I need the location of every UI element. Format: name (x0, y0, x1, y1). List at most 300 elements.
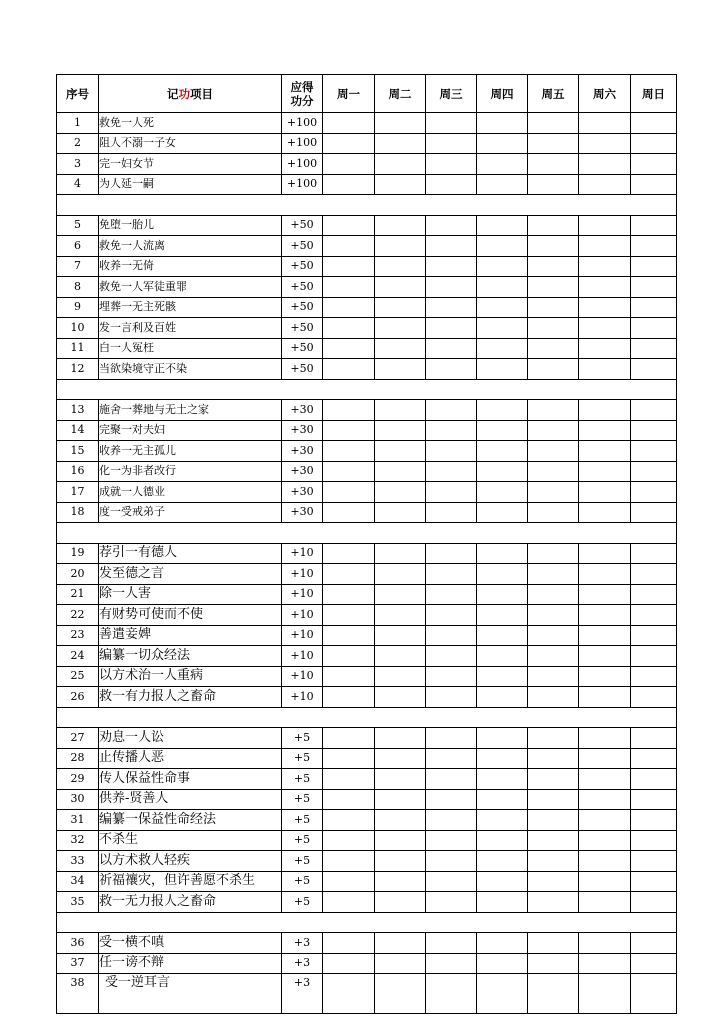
day-cell[interactable] (426, 605, 477, 626)
day-cell[interactable] (579, 133, 631, 154)
day-cell[interactable] (579, 584, 631, 605)
day-cell[interactable] (426, 687, 477, 708)
row-score: +5 (282, 810, 323, 831)
day-cell[interactable] (426, 974, 477, 1014)
day-cell[interactable] (323, 154, 375, 175)
day-cell[interactable] (375, 892, 426, 913)
day-cell[interactable] (528, 543, 579, 564)
day-cell[interactable] (426, 215, 477, 236)
header-fri: 周五 (528, 75, 579, 113)
day-cell[interactable] (579, 892, 631, 913)
day-cell[interactable] (579, 441, 631, 462)
day-cell[interactable] (426, 748, 477, 769)
day-cell[interactable] (631, 646, 677, 667)
day-cell[interactable] (323, 748, 375, 769)
day-cell[interactable] (426, 502, 477, 523)
day-cell[interactable] (323, 892, 375, 913)
day-cell[interactable] (323, 584, 375, 605)
table-row (57, 461, 677, 482)
day-cell[interactable] (631, 851, 677, 872)
day-cell[interactable] (375, 728, 426, 749)
day-cell[interactable] (426, 277, 477, 298)
day-cell[interactable] (631, 728, 677, 749)
day-cell[interactable] (579, 789, 631, 810)
day-cell[interactable] (323, 400, 375, 421)
day-cell[interactable] (323, 359, 375, 380)
day-cell[interactable] (323, 769, 375, 790)
day-cell[interactable] (528, 277, 579, 298)
table-row (57, 687, 677, 708)
day-cell[interactable] (528, 482, 579, 503)
day-cell[interactable] (528, 625, 579, 646)
day-cell[interactable] (631, 215, 677, 236)
day-cell[interactable] (426, 892, 477, 913)
day-cell[interactable] (579, 748, 631, 769)
day-cell[interactable] (631, 236, 677, 257)
day-cell[interactable] (426, 933, 477, 954)
day-cell[interactable] (631, 461, 677, 482)
day-cell[interactable] (631, 502, 677, 523)
day-cell[interactable] (579, 400, 631, 421)
day-cell[interactable] (631, 625, 677, 646)
day-cell[interactable] (579, 953, 631, 974)
day-cell[interactable] (579, 277, 631, 298)
day-cell[interactable] (477, 318, 528, 339)
day-cell[interactable] (579, 359, 631, 380)
day-cell[interactable] (375, 748, 426, 769)
day-cell[interactable] (375, 687, 426, 708)
day-cell[interactable] (477, 646, 528, 667)
day-cell[interactable] (477, 810, 528, 831)
day-cell[interactable] (579, 605, 631, 626)
day-cell[interactable] (579, 933, 631, 954)
day-cell[interactable] (477, 605, 528, 626)
day-cell[interactable] (528, 789, 579, 810)
day-cell[interactable] (375, 974, 426, 1014)
day-cell[interactable] (631, 338, 677, 359)
row-item: 救免一人流离 (99, 236, 282, 257)
day-cell[interactable] (528, 256, 579, 277)
day-cell[interactable] (426, 666, 477, 687)
day-cell[interactable] (579, 728, 631, 749)
header-wed: 周三 (426, 75, 477, 113)
day-cell[interactable] (426, 420, 477, 441)
day-cell[interactable] (477, 441, 528, 462)
day-cell[interactable] (375, 871, 426, 892)
day-cell[interactable] (375, 277, 426, 298)
day-cell[interactable] (375, 564, 426, 585)
day-cell[interactable] (375, 256, 426, 277)
day-cell[interactable] (528, 441, 579, 462)
table-row (57, 748, 677, 769)
day-cell[interactable] (323, 728, 375, 749)
day-cell[interactable] (528, 502, 579, 523)
day-cell[interactable] (477, 851, 528, 872)
row-number: 38 (57, 974, 99, 1014)
day-cell[interactable] (631, 113, 677, 134)
row-number: 5 (57, 215, 99, 236)
day-cell[interactable] (375, 174, 426, 195)
day-cell[interactable] (528, 400, 579, 421)
day-cell[interactable] (375, 113, 426, 134)
row-number: 16 (57, 461, 99, 482)
day-cell[interactable] (375, 830, 426, 851)
row-score: +50 (282, 236, 323, 257)
row-item: 收养一无倚 (99, 256, 282, 277)
day-cell[interactable] (375, 338, 426, 359)
day-cell[interactable] (631, 933, 677, 954)
day-cell[interactable] (477, 277, 528, 298)
day-cell[interactable] (323, 953, 375, 974)
day-cell[interactable] (477, 256, 528, 277)
day-cell[interactable] (528, 871, 579, 892)
day-cell[interactable] (477, 564, 528, 585)
day-cell[interactable] (375, 666, 426, 687)
day-cell[interactable] (426, 810, 477, 831)
day-cell[interactable] (579, 236, 631, 257)
day-cell[interactable] (631, 687, 677, 708)
row-number: 22 (57, 605, 99, 626)
day-cell[interactable] (323, 236, 375, 257)
table-row (57, 564, 677, 585)
day-cell[interactable] (528, 769, 579, 790)
day-cell[interactable] (375, 236, 426, 257)
day-cell[interactable] (477, 133, 528, 154)
day-cell[interactable] (631, 830, 677, 851)
day-cell[interactable] (323, 277, 375, 298)
day-cell[interactable] (375, 482, 426, 503)
row-number: 3 (57, 154, 99, 175)
day-cell[interactable] (323, 851, 375, 872)
day-cell[interactable] (477, 502, 528, 523)
day-cell[interactable] (426, 113, 477, 134)
day-cell[interactable] (631, 359, 677, 380)
day-cell[interactable] (477, 338, 528, 359)
day-cell[interactable] (323, 420, 375, 441)
day-cell[interactable] (579, 646, 631, 667)
day-cell[interactable] (528, 953, 579, 974)
day-cell[interactable] (375, 543, 426, 564)
day-cell[interactable] (375, 502, 426, 523)
day-cell[interactable] (528, 605, 579, 626)
day-cell[interactable] (426, 133, 477, 154)
day-cell[interactable] (375, 420, 426, 441)
day-cell[interactable] (323, 830, 375, 851)
day-cell[interactable] (579, 318, 631, 339)
day-cell[interactable] (477, 871, 528, 892)
day-cell[interactable] (579, 810, 631, 831)
day-cell[interactable] (631, 420, 677, 441)
day-cell[interactable] (631, 400, 677, 421)
day-cell[interactable] (375, 953, 426, 974)
day-cell[interactable] (323, 502, 375, 523)
day-cell[interactable] (375, 359, 426, 380)
day-cell[interactable] (528, 297, 579, 318)
day-cell[interactable] (631, 892, 677, 913)
day-cell[interactable] (579, 154, 631, 175)
day-cell[interactable] (375, 769, 426, 790)
day-cell[interactable] (528, 236, 579, 257)
day-cell[interactable] (477, 461, 528, 482)
day-cell[interactable] (631, 810, 677, 831)
day-cell[interactable] (323, 543, 375, 564)
day-cell[interactable] (477, 830, 528, 851)
day-cell[interactable] (579, 687, 631, 708)
table-row (57, 851, 677, 872)
day-cell[interactable] (375, 154, 426, 175)
day-cell[interactable] (426, 625, 477, 646)
day-cell[interactable] (375, 133, 426, 154)
day-cell[interactable] (631, 133, 677, 154)
day-cell[interactable] (375, 851, 426, 872)
day-cell[interactable] (426, 400, 477, 421)
day-cell[interactable] (528, 728, 579, 749)
day-cell[interactable] (528, 338, 579, 359)
row-item: 善遣妾婢 (99, 625, 282, 646)
day-cell[interactable] (375, 933, 426, 954)
day-cell[interactable] (375, 441, 426, 462)
day-cell[interactable] (631, 256, 677, 277)
day-cell[interactable] (323, 666, 375, 687)
day-cell[interactable] (477, 748, 528, 769)
day-cell[interactable] (477, 892, 528, 913)
day-cell[interactable] (579, 769, 631, 790)
day-cell[interactable] (477, 769, 528, 790)
day-cell[interactable] (323, 297, 375, 318)
day-cell[interactable] (631, 564, 677, 585)
day-cell[interactable] (528, 154, 579, 175)
day-cell[interactable] (477, 420, 528, 441)
day-cell[interactable] (426, 728, 477, 749)
day-cell[interactable] (323, 461, 375, 482)
day-cell[interactable] (323, 933, 375, 954)
day-cell[interactable] (375, 215, 426, 236)
day-cell[interactable] (528, 564, 579, 585)
day-cell[interactable] (426, 646, 477, 667)
day-cell[interactable] (426, 871, 477, 892)
day-cell[interactable] (631, 769, 677, 790)
day-cell[interactable] (323, 974, 375, 1014)
day-cell[interactable] (631, 789, 677, 810)
day-cell[interactable] (323, 133, 375, 154)
day-cell[interactable] (579, 113, 631, 134)
day-cell[interactable] (426, 584, 477, 605)
day-cell[interactable] (631, 584, 677, 605)
day-cell[interactable] (323, 564, 375, 585)
day-cell[interactable] (477, 543, 528, 564)
day-cell[interactable] (426, 953, 477, 974)
day-cell[interactable] (528, 892, 579, 913)
day-cell[interactable] (477, 215, 528, 236)
day-cell[interactable] (528, 851, 579, 872)
day-cell[interactable] (426, 830, 477, 851)
day-cell[interactable] (579, 297, 631, 318)
day-cell[interactable] (323, 482, 375, 503)
day-cell[interactable] (323, 871, 375, 892)
day-cell[interactable] (477, 236, 528, 257)
day-cell[interactable] (528, 748, 579, 769)
day-cell[interactable] (579, 543, 631, 564)
day-cell[interactable] (323, 810, 375, 831)
day-cell[interactable] (631, 974, 677, 1014)
day-cell[interactable] (631, 154, 677, 175)
day-cell[interactable] (426, 789, 477, 810)
day-cell[interactable] (631, 666, 677, 687)
day-cell[interactable] (631, 543, 677, 564)
day-cell[interactable] (426, 769, 477, 790)
day-cell[interactable] (426, 256, 477, 277)
day-cell[interactable] (375, 789, 426, 810)
day-cell[interactable] (579, 502, 631, 523)
day-cell[interactable] (631, 482, 677, 503)
row-number: 2 (57, 133, 99, 154)
day-cell[interactable] (426, 543, 477, 564)
row-item: 以方术救人轻疾 (99, 851, 282, 872)
day-cell[interactable] (579, 461, 631, 482)
day-cell[interactable] (375, 625, 426, 646)
table-row (57, 502, 677, 523)
header-score-line2: 功分 (290, 93, 314, 108)
row-score: +10 (282, 687, 323, 708)
day-cell[interactable] (579, 256, 631, 277)
row-item: 止传播人恶 (99, 748, 282, 769)
day-cell[interactable] (323, 789, 375, 810)
day-cell[interactable] (528, 974, 579, 1014)
day-cell[interactable] (477, 359, 528, 380)
day-cell[interactable] (477, 482, 528, 503)
day-cell[interactable] (426, 154, 477, 175)
day-cell[interactable] (375, 810, 426, 831)
row-item: 收养一无主孤儿 (99, 441, 282, 462)
day-cell[interactable] (375, 584, 426, 605)
day-cell[interactable] (528, 830, 579, 851)
day-cell[interactable] (426, 318, 477, 339)
day-cell[interactable] (426, 482, 477, 503)
day-cell[interactable] (323, 256, 375, 277)
day-cell[interactable] (528, 359, 579, 380)
day-cell[interactable] (631, 174, 677, 195)
day-cell[interactable] (426, 441, 477, 462)
day-cell[interactable] (426, 461, 477, 482)
day-cell[interactable] (631, 441, 677, 462)
day-cell[interactable] (323, 605, 375, 626)
day-cell[interactable] (477, 687, 528, 708)
day-cell[interactable] (477, 974, 528, 1014)
day-cell[interactable] (375, 318, 426, 339)
day-cell[interactable] (528, 646, 579, 667)
day-cell[interactable] (631, 318, 677, 339)
day-cell[interactable] (528, 461, 579, 482)
day-cell[interactable] (579, 482, 631, 503)
day-cell[interactable] (477, 933, 528, 954)
day-cell[interactable] (579, 420, 631, 441)
row-score: +5 (282, 851, 323, 872)
day-cell[interactable] (631, 871, 677, 892)
day-cell[interactable] (477, 297, 528, 318)
day-cell[interactable] (375, 400, 426, 421)
day-cell[interactable] (426, 338, 477, 359)
day-cell[interactable] (528, 666, 579, 687)
table-row (57, 400, 677, 421)
day-cell[interactable] (528, 933, 579, 954)
day-cell[interactable] (579, 871, 631, 892)
day-cell[interactable] (477, 666, 528, 687)
day-cell[interactable] (477, 154, 528, 175)
day-cell[interactable] (631, 748, 677, 769)
row-score: +30 (282, 420, 323, 441)
day-cell[interactable] (375, 461, 426, 482)
day-cell[interactable] (477, 953, 528, 974)
day-cell[interactable] (323, 338, 375, 359)
day-cell[interactable] (631, 953, 677, 974)
day-cell[interactable] (477, 400, 528, 421)
day-cell[interactable] (323, 687, 375, 708)
table-row (57, 892, 677, 913)
day-cell[interactable] (528, 215, 579, 236)
day-cell[interactable] (528, 420, 579, 441)
day-cell[interactable] (528, 687, 579, 708)
day-cell[interactable] (323, 174, 375, 195)
day-cell[interactable] (426, 174, 477, 195)
day-cell[interactable] (323, 625, 375, 646)
day-cell[interactable] (426, 851, 477, 872)
day-cell[interactable] (426, 359, 477, 380)
day-cell[interactable] (579, 338, 631, 359)
day-cell[interactable] (528, 133, 579, 154)
day-cell[interactable] (477, 174, 528, 195)
day-cell[interactable] (477, 625, 528, 646)
day-cell[interactable] (528, 810, 579, 831)
day-cell[interactable] (579, 174, 631, 195)
day-cell[interactable] (631, 277, 677, 298)
day-cell[interactable] (426, 236, 477, 257)
row-item: 救一无力报人之畜命 (99, 892, 282, 913)
row-score: +50 (282, 297, 323, 318)
day-cell[interactable] (528, 318, 579, 339)
day-cell[interactable] (528, 113, 579, 134)
day-cell[interactable] (528, 584, 579, 605)
day-cell[interactable] (579, 666, 631, 687)
day-cell[interactable] (323, 646, 375, 667)
day-cell[interactable] (323, 441, 375, 462)
day-cell[interactable] (477, 113, 528, 134)
day-cell[interactable] (631, 605, 677, 626)
day-cell[interactable] (579, 625, 631, 646)
row-score: +3 (282, 933, 323, 954)
day-cell[interactable] (579, 215, 631, 236)
row-number: 28 (57, 748, 99, 769)
row-item: 受一横不嗔 (99, 933, 282, 954)
day-cell[interactable] (323, 215, 375, 236)
day-cell[interactable] (579, 851, 631, 872)
day-cell[interactable] (323, 318, 375, 339)
day-cell[interactable] (323, 113, 375, 134)
day-cell[interactable] (426, 297, 477, 318)
day-cell[interactable] (477, 789, 528, 810)
day-cell[interactable] (579, 830, 631, 851)
day-cell[interactable] (477, 728, 528, 749)
day-cell[interactable] (375, 605, 426, 626)
day-cell[interactable] (528, 174, 579, 195)
day-cell[interactable] (477, 584, 528, 605)
day-cell[interactable] (375, 297, 426, 318)
row-score: +10 (282, 666, 323, 687)
day-cell[interactable] (426, 564, 477, 585)
day-cell[interactable] (631, 297, 677, 318)
day-cell[interactable] (579, 564, 631, 585)
day-cell[interactable] (579, 974, 631, 1014)
day-cell[interactable] (375, 646, 426, 667)
